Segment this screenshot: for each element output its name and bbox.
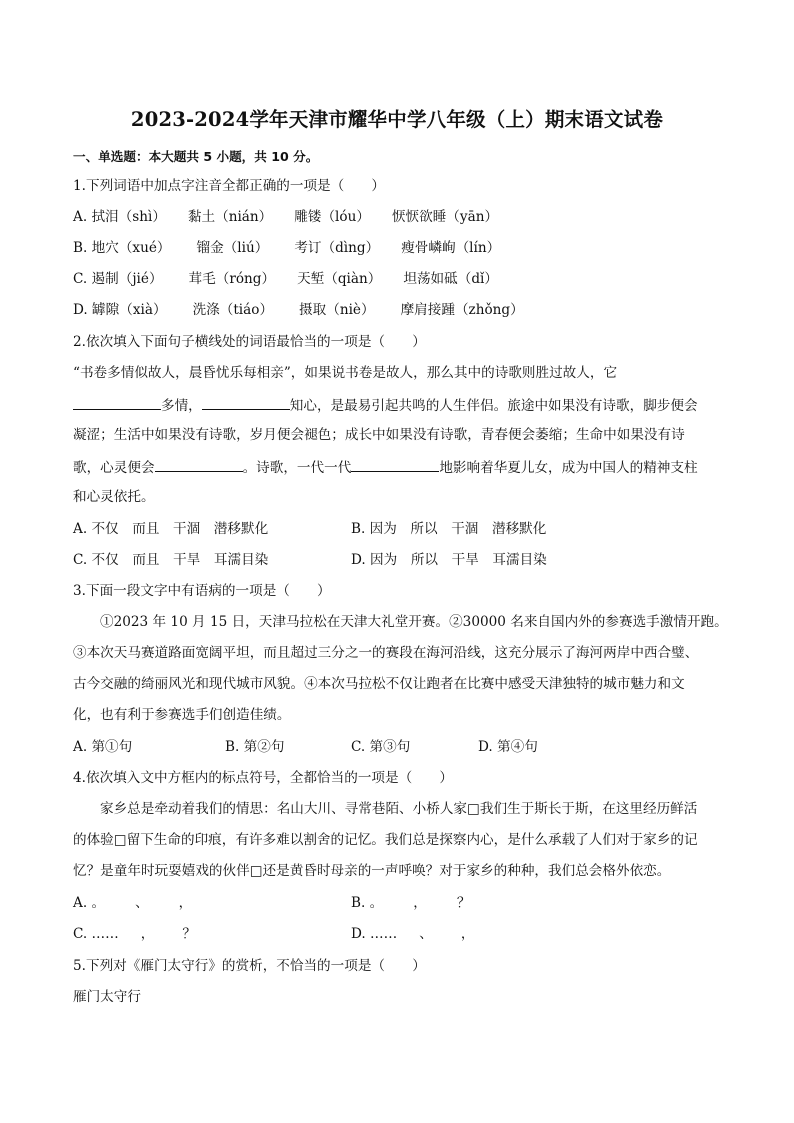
q4-c-mark-3: ？: [182, 926, 196, 942]
q1-a-word-3: 雕镂（lóu）: [294, 209, 370, 225]
q1-d-word-1: D. 罅隙（xià）: [73, 302, 167, 318]
section-heading: 一、单选题：本大题共 5 小题，共 10 分。: [73, 149, 319, 164]
q4-passage-line-2: 的体验□留下生命的印痕，有许多难以割舍的记忆。我们总是探察内心，是什么承载了人们对于家乡的记: [73, 832, 698, 848]
q1-a-word-4: 恹恹欲睡（yān）: [391, 209, 499, 225]
q2-option-d: D. 因为 所以 干旱 耳濡目染: [351, 552, 547, 568]
q1-d-word-2: 洗涤（tiáo）: [192, 302, 274, 318]
q3-option-a: A. 第①句: [73, 739, 133, 755]
fill-blank-2: [202, 394, 290, 410]
q1-d-word-3: 摄取（niè）: [299, 302, 375, 318]
q4-b-mark-3: ？: [456, 895, 471, 911]
fill-blank-1: [73, 394, 161, 410]
q2-option-a: A. 不仅 而且 干涸 潜移默化: [73, 521, 269, 537]
q4-option-b: [351, 893, 470, 913]
q4-passage-line-1: 家乡总是牵动着我们的情思：名山大川、寻常巷陌、小桥人家□我们生于斯长于斯，在这里经历鲜活: [100, 801, 698, 817]
page-title: 2023-2024学年天津市耀华中学八年级（上）期末语文试卷: [130, 108, 664, 131]
q1-d-word-4: 摩肩接踵（zhǒng）: [400, 302, 524, 318]
q1-option-b: [73, 238, 500, 260]
q3-passage-line-2: ③本次天马赛道路面宽阔平坦，而且超过三分之一的赛段在海河沿线，这充分展示了海河两岸中西合璧、: [73, 645, 699, 661]
q2-text-4a: 歌，心灵便会: [73, 460, 155, 476]
q2-option-b: B. 因为 所以 干涸 潜移默化: [351, 521, 547, 537]
q4-a-mark-2: 、: [135, 895, 149, 911]
q1-b-word-3: 考订（dìng）: [294, 240, 380, 256]
q2-passage-line-1: “书卷多情似故人，晨昏忧乐每相亲”，如果说书卷是故人，那么其中的诗歌则胜过故人，它: [73, 365, 618, 381]
q1-c-word-4: 坦荡如砥（dǐ）: [403, 271, 498, 287]
q1-b-word-2: 镏金（liú）: [196, 240, 269, 256]
fill-blank-4: [351, 456, 439, 472]
q2-passage-line-4: [73, 456, 698, 478]
q1-b-word-4: 瘦骨嶙峋（lín）: [401, 240, 501, 256]
q1-c-word-3: 天堑（qiàn）: [297, 271, 382, 287]
q3-option-d: D. 第④句: [478, 739, 538, 755]
q4-c-mark-2: ，: [140, 926, 155, 942]
q3-option-c: C. 第③句: [351, 739, 411, 755]
q4-d-mark-3: ，: [460, 926, 475, 942]
q4-b-mark-1: B. 。: [351, 895, 384, 911]
question-3-stem: 3.下面一段文字中有语病的一项是（ ）: [73, 583, 331, 599]
q1-a-word-2: 黏土（nián）: [187, 209, 273, 225]
q4-option-c: [73, 924, 196, 944]
question-4-stem: 4.依次填入文中方框内的标点符号，全都恰当的一项是（ ）: [73, 770, 453, 786]
q2-passage-line-3: 凝涩；生活中如果没有诗歌，岁月便会褪色；成长中如果没有诗歌，青春便会萎缩；生命中如果没有诗: [73, 427, 685, 443]
q3-option-b: B. 第②句: [225, 739, 285, 755]
q4-a-mark-1: A. 。: [73, 895, 106, 911]
q1-option-d: [73, 300, 524, 322]
q1-option-c: [73, 269, 498, 291]
q2-passage-line-2: [73, 394, 698, 416]
q2-option-c: C. 不仅 而且 干旱 耳濡目染: [73, 552, 269, 568]
fill-blank-3: [155, 456, 243, 472]
q4-d-mark-2: 、: [419, 926, 433, 942]
q1-a-word-1: A. 拭泪（shì）: [73, 209, 166, 225]
q1-option-a: [73, 207, 498, 229]
question-2-stem: 2.依次填入下面句子横线处的词语最恰当的一项是（ ）: [73, 334, 426, 350]
q4-a-mark-3: ，: [178, 895, 193, 911]
q2-passage-line-5: 和心灵依托。: [73, 489, 155, 505]
q3-passage-line-3: 古今交融的绮丽风光和现代城市风貌。④本次马拉松不仅让跑者在比赛中感受天津独特的城市魅力和文: [73, 676, 685, 692]
q2-text-2a: 多情，: [161, 398, 202, 414]
q1-c-word-1: C. 遏制（jié）: [73, 271, 163, 287]
q4-option-a: [73, 893, 192, 913]
q1-b-word-1: B. 地穴（xué）: [73, 240, 171, 256]
q2-text-4b: 。诗歌，一代一代: [242, 460, 352, 476]
question-5-stem: 5.下列对《雁门太守行》的赏析，不恰当的一项是（ ）: [73, 958, 426, 974]
q4-b-mark-2: ，: [413, 895, 427, 911]
q3-passage-line-1: ①2023 年 10 月 15 日，天津马拉松在天津大礼堂开赛。②30000 名来自国内外的参赛选手激情开跑。: [100, 614, 728, 630]
q3-passage-line-4: 化，也有利于参赛选手们创造佳绩。: [73, 707, 291, 723]
q4-d-mark-1: D. ……: [351, 926, 398, 942]
q1-c-word-2: 茸毛（róng）: [188, 271, 276, 287]
poem-title: 雁门太守行: [73, 989, 141, 1005]
q4-option-d: [351, 924, 474, 944]
q4-c-mark-1: C. ……: [73, 926, 119, 942]
q2-text-4c: 地影响着华夏儿女，成为中国人的精神支柱: [439, 460, 698, 476]
question-1-stem: 1.下列词语中加点字注音全都正确的一项是（ ）: [73, 178, 386, 194]
q2-text-2b: 知心，是最易引起共鸣的人生伴侣。旅途中如果没有诗歌，脚步便会: [289, 398, 698, 414]
q4-passage-line-3: 忆？是童年时玩耍嬉戏的伙伴□还是黄昏时母亲的一声呼唤？对于家乡的种种，我们总会格外依恋。: [73, 863, 671, 879]
